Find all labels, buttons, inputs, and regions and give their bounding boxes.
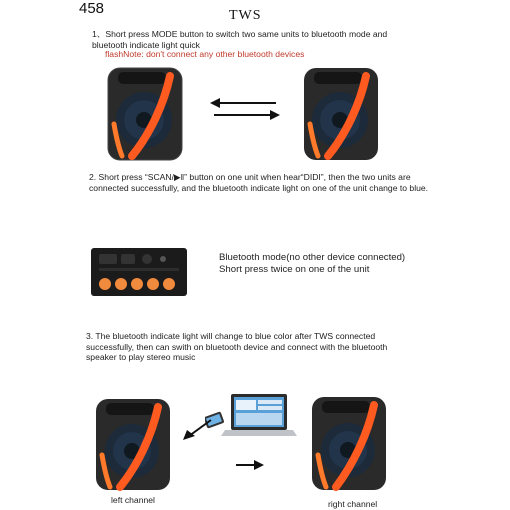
phone-link-arrow-icon [183, 418, 213, 440]
speaker-image [300, 64, 382, 164]
laptop-image [205, 392, 297, 444]
left-channel-label: left channel [111, 495, 155, 505]
speaker-image [104, 64, 186, 164]
page-title: TWS [229, 8, 262, 23]
speaker-image [92, 397, 174, 492]
page-number: 458 [79, 0, 105, 17]
speaker-image [308, 395, 390, 492]
step1-note: flashNote: don't connect any other bluetooth devices [105, 49, 305, 59]
bluetooth-mode-note [219, 252, 405, 276]
bluetooth-note-line1: Bluetooth mode(no other device connected) [219, 252, 406, 263]
double-arrow-icon [210, 96, 280, 122]
step1-text: 1、Short press MODE button to switch two same units to bluetooth mode and bluetooth indicate light quick [92, 29, 388, 50]
control-panel-image [91, 248, 187, 296]
right-arrow-icon [236, 458, 264, 472]
bluetooth-note-line2: Short press twice on one of the unit [219, 264, 370, 275]
step3-text: 3. The bluetooth indicate light will change to blue color after TWS connected successfully, then can swith on bluetooth device and connect with the bluetooth speaker to play stereo music [86, 331, 388, 362]
step2-text: 2. Short press “SCAN/▶‖” button on one unit when hear“DIDI”, then the two units are connected successfully, and the bluetooth indicate light on one of the unit change to blue. [89, 172, 429, 193]
right-channel-label: right channel [328, 499, 378, 509]
